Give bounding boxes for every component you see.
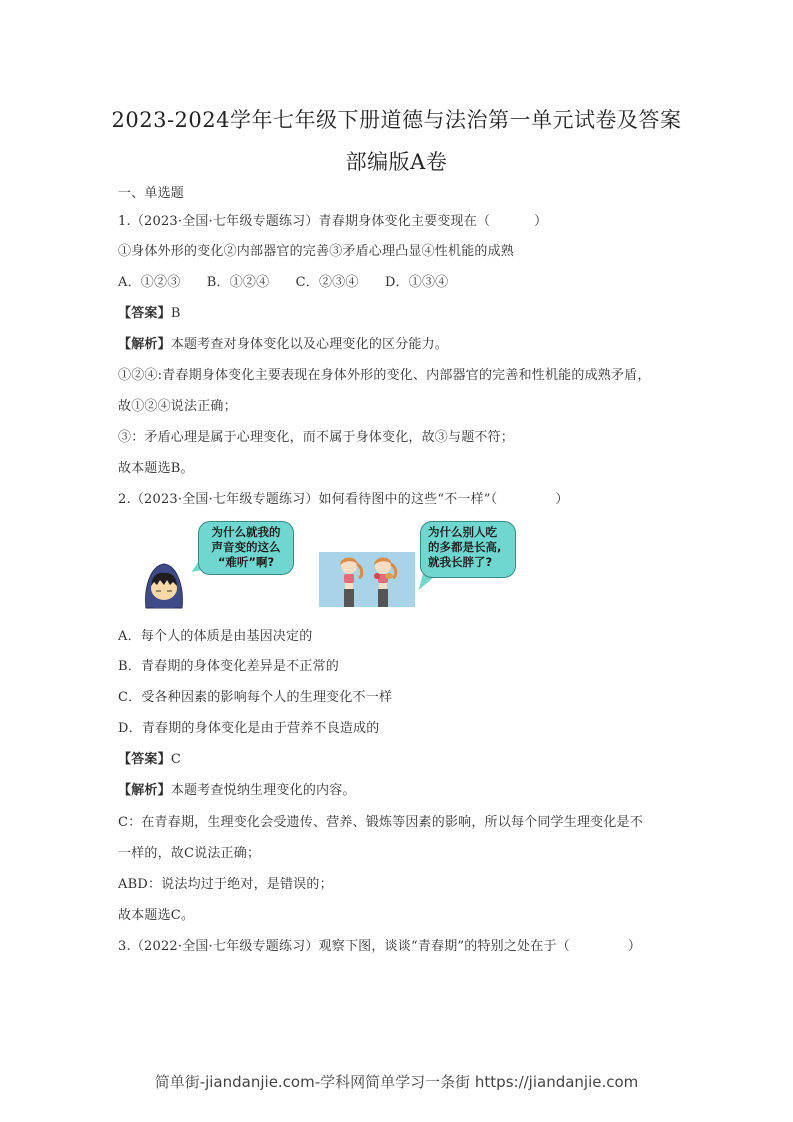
question-2-analysis-1: 【解析】本题考查悦纳生理变化的内容。 bbox=[118, 783, 356, 798]
question-1-analysis-1: 【解析】本题考查对身体变化以及心理变化的区分能力。 bbox=[118, 337, 449, 352]
question-text: （2022·全国·七年级专题练习）观察下图，谈谈“青春期”的特别之处在于（ bbox=[130, 939, 570, 954]
question-2-option-a: A．每个人的体质是由基因决定的 bbox=[118, 629, 313, 644]
question-1-analysis-3: 故①②④说法正确； bbox=[118, 399, 237, 414]
question-2-analysis-3: 一样的，故C说法正确； bbox=[118, 846, 261, 861]
footer-watermark: 简单街-jiandanjie.com-学科网简单学习一条街 https://jiandanjie.com bbox=[154, 1073, 639, 1091]
option-d: D．①③④ bbox=[384, 275, 449, 290]
question-2-stem: 2.（2023·全国·七年级专题练习）如何看待图中的这些“不一样”（ ） bbox=[118, 492, 569, 507]
question-1-options bbox=[118, 271, 470, 290]
option-c: C．②③④ bbox=[295, 275, 359, 290]
question-2-option-d: D．青春期的身体变化是由于营养不良造成的 bbox=[118, 721, 380, 736]
question-number: 2. bbox=[118, 492, 131, 507]
question-1-analysis-5: 故本题选B。 bbox=[118, 461, 194, 476]
speech-bubble-left: 为什么就我的 声音变的这么 “难听”啊? bbox=[198, 521, 294, 575]
question-2-option-b: B．青春期的身体变化差异是不正常的 bbox=[118, 659, 339, 674]
section-heading: 一、单选题 bbox=[118, 186, 185, 201]
question-1-statements: ①身体外形的变化②内部器官的完善③矛盾心理凸显④性机能的成熟 bbox=[118, 244, 515, 259]
question-1-analysis-2: ①②④:青春期身体变化主要表现在身体外形的变化、内部器官的完善和性机能的成熟矛盾， bbox=[118, 368, 651, 383]
question-2-answer: 【答案】C bbox=[118, 752, 181, 767]
question-3-stem: 3.（2022·全国·七年级专题练习）观察下图，谈谈“青春期”的特别之处在于（ ） bbox=[118, 939, 642, 954]
question-2-analysis-2: C：在青春期，生理变化会受遗传、营养、锻炼等因素的影响，所以每个同学生理变化是不 bbox=[118, 815, 643, 830]
question-number: 1. bbox=[118, 214, 131, 229]
question-2-analysis-5: 故本题选C。 bbox=[118, 908, 195, 923]
question-1-analysis-4: ③：矛盾心理是属于心理变化，而不属于身体变化，故③与题不符； bbox=[118, 430, 515, 445]
answer-value: B bbox=[170, 306, 181, 321]
page-title-line2: 部编版A卷 bbox=[345, 150, 448, 174]
option-b: B．①②④ bbox=[206, 275, 270, 290]
option-a: A．①②③ bbox=[118, 275, 181, 290]
two-girls-illustration bbox=[319, 552, 415, 607]
question-1-answer: 【答案】B bbox=[118, 306, 181, 321]
answer-value: C bbox=[170, 752, 181, 767]
page-title-line1: 2023-2024学年七年级下册道德与法治第一单元试卷及答案 bbox=[111, 108, 682, 132]
question-text: （2023·全国·七年级专题练习）如何看待图中的这些“不一样”（ bbox=[130, 492, 498, 507]
question-2-illustration bbox=[135, 518, 525, 613]
girls-icon bbox=[319, 552, 415, 607]
question-1-stem: 1.（2023·全国·七年级专题练习）青春期身体变化主要变现在（ ） bbox=[118, 214, 548, 229]
speech-bubble-right: 为什么别人吃 的多都是长高, 就我长胖了? bbox=[420, 521, 516, 578]
hooded-boy-illustration bbox=[140, 558, 188, 610]
question-2-option-c: C．受各种因素的影响每个人的生理变化不一样 bbox=[118, 690, 393, 705]
question-text: （2023·全国·七年级专题练习）青春期身体变化主要变现在（ bbox=[130, 214, 491, 229]
question-number: 3. bbox=[118, 939, 131, 954]
question-2-analysis-4: ABD：说法均过于绝对，是错误的； bbox=[118, 877, 333, 892]
